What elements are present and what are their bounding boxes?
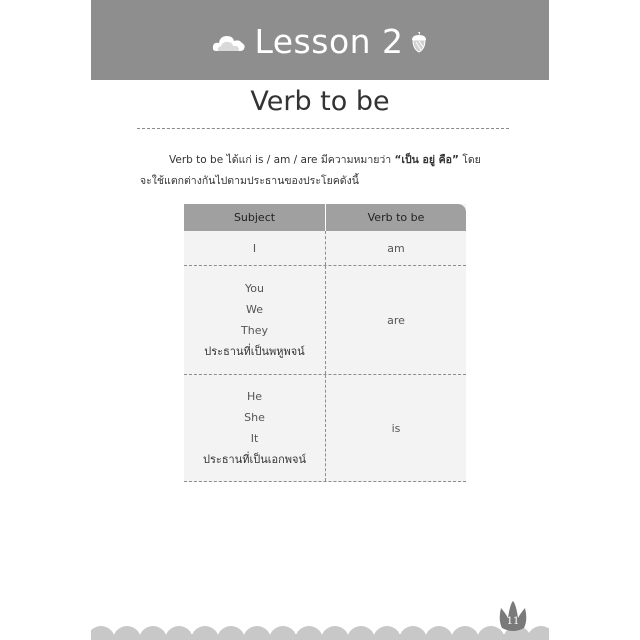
verb-cell <box>326 231 466 265</box>
page-heading: Verb to be <box>250 86 390 117</box>
verb-text: are <box>387 313 405 327</box>
subject-cell <box>184 231 326 265</box>
lesson-title <box>91 20 549 61</box>
page-number-badge <box>498 600 528 632</box>
subject-text: We <box>246 303 263 316</box>
verb-text: am <box>387 241 405 255</box>
subject-text: ประธานที่เป็นเอกพจน์ <box>203 453 306 466</box>
table-row <box>184 375 466 482</box>
intro-paragraph <box>140 150 512 192</box>
footer-scallop-edge <box>91 618 549 640</box>
heading-divider <box>137 128 509 129</box>
verb-cell <box>326 375 466 481</box>
header-verb: Verb to be <box>367 211 425 224</box>
table-row <box>184 266 466 375</box>
acorn-icon <box>410 22 428 61</box>
table-header <box>184 204 466 231</box>
subject-text: You <box>245 282 264 295</box>
table-row <box>184 231 466 266</box>
subject-text: She <box>244 411 265 424</box>
verb-cell <box>326 266 466 374</box>
cloud-icon <box>212 22 246 61</box>
subject-cell <box>184 375 326 481</box>
subject-text: ประธานที่เป็นพหูพจน์ <box>204 345 305 358</box>
paragraph-line-2: จะใช้แตกต่างกันไปตามประธานของประโยคดังนี้ <box>140 175 359 187</box>
verb-text: is <box>391 421 401 435</box>
paragraph-meaning: “เป็น อยู่ คือ” <box>394 154 459 166</box>
verb-to-be-table <box>184 204 466 482</box>
page-number: 11 <box>506 616 520 627</box>
subject-text: They <box>241 324 268 337</box>
header-subject: Subject <box>184 204 326 231</box>
paragraph-line-1-end: โดย <box>458 154 481 166</box>
workbook-page <box>91 0 549 640</box>
subject-text: I <box>252 241 257 255</box>
subject-cell <box>184 266 326 374</box>
paragraph-line-1 <box>140 150 512 171</box>
lesson-title-text: Lesson 2 <box>254 22 404 61</box>
subject-text: It <box>250 432 259 445</box>
paragraph-line-1-start: Verb to be ได้แก่ is / am / are มีความหมายว่า <box>169 154 395 166</box>
subject-text: He <box>246 390 263 403</box>
